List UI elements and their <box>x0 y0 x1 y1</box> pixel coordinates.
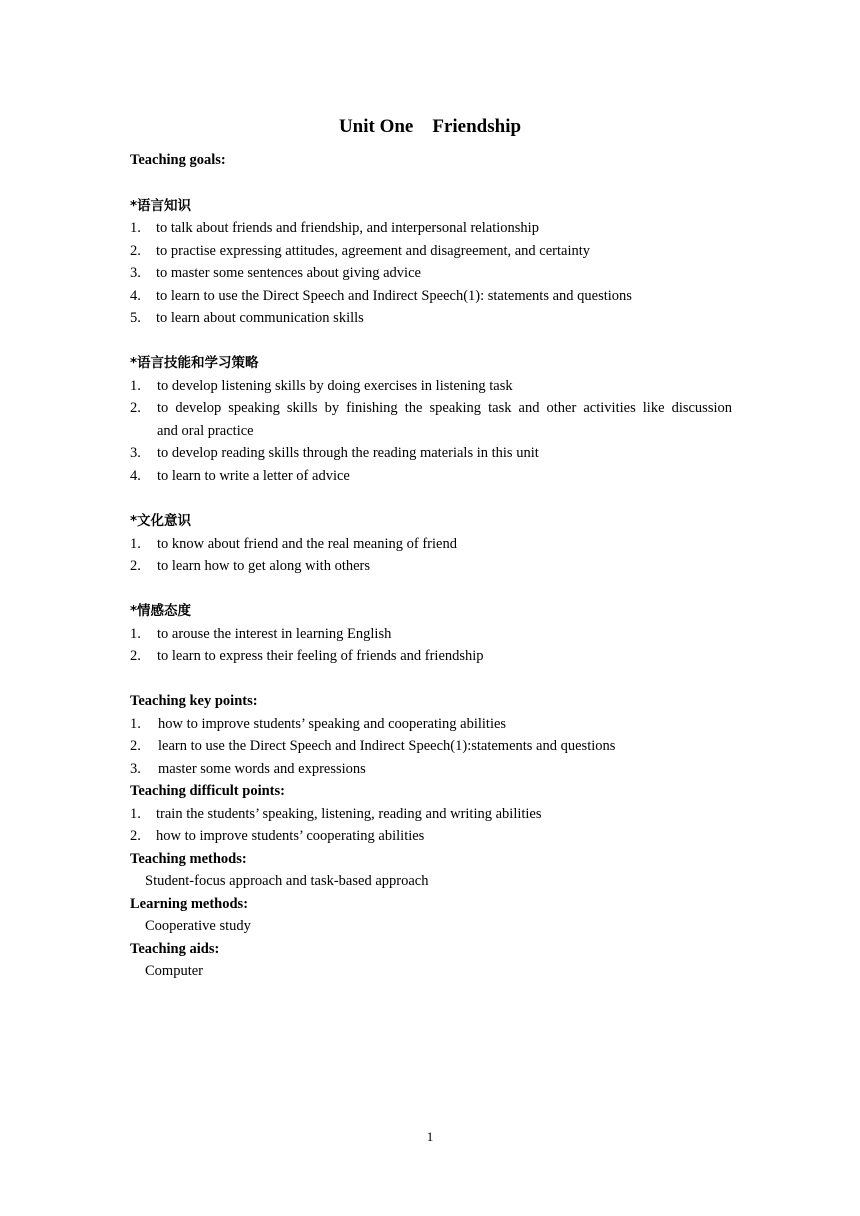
list-item: 5. to learn about communication skills <box>130 310 364 326</box>
list-item: 1. to talk about friends and friendship, and interpersonal relationship <box>130 220 539 236</box>
list-item: 3. to master some sentences about giving advice <box>130 265 421 281</box>
learning-methods-text: Cooperative study <box>145 918 251 934</box>
skills-heading: *语言技能和学习策略 <box>130 355 259 371</box>
list-item: to develop speaking skills by finishing the speaking task and other activities like discussion <box>157 400 732 416</box>
page-number: 1 <box>426 1129 434 1144</box>
attitude-heading: *情感态度 <box>130 603 192 619</box>
list-item: 2. to practise expressing attitudes, agreement and disagreement, and certainty <box>130 243 591 259</box>
teaching-goals-heading: Teaching goals: <box>130 152 226 168</box>
list-number: 2. <box>130 400 141 416</box>
list-item: 2. how to improve students’ cooperating abilities <box>130 828 425 844</box>
list-item: 4. to learn to write a letter of advice <box>130 468 350 484</box>
teaching-methods-text: Student-focus approach and task-based approach <box>145 873 429 889</box>
learning-methods-heading: Learning methods: <box>130 896 249 912</box>
list-item: 2. to learn to express their feeling of friends and friendship <box>130 648 484 664</box>
key-points-heading: Teaching key points: <box>130 693 258 709</box>
list-item: 3. master some words and expressions <box>130 761 366 777</box>
list-item: 1. to develop listening skills by doing exercises in listening task <box>130 378 513 394</box>
list-item: 4. to learn to use the Direct Speech and Indirect Speech(1): statements and questions <box>130 288 632 304</box>
teaching-aids-heading: Teaching aids: <box>130 941 220 957</box>
list-item: 1. how to improve students’ speaking and cooperating abilities <box>130 716 507 732</box>
difficult-points-heading: Teaching difficult points: <box>130 783 285 799</box>
language-knowledge-heading: *语言知识 <box>130 198 192 214</box>
teaching-methods-heading: Teaching methods: <box>130 851 247 867</box>
list-item: 3. to develop reading skills through the reading materials in this unit <box>130 445 539 461</box>
list-item: 1. to know about friend and the real meaning of friend <box>130 536 457 552</box>
list-item: 2. to learn how to get along with others <box>130 558 371 574</box>
culture-heading: *文化意识 <box>130 513 192 529</box>
list-item: 1. to arouse the interest in learning English <box>130 626 392 642</box>
list-item-continuation: and oral practice <box>157 423 254 439</box>
teaching-aids-text: Computer <box>145 963 203 979</box>
list-item: 2. learn to use the Direct Speech and Indirect Speech(1):statements and questions <box>130 738 616 754</box>
list-item: 1. train the students’ speaking, listening, reading and writing abilities <box>130 806 542 822</box>
page-title: Unit One Friendship <box>338 116 522 137</box>
